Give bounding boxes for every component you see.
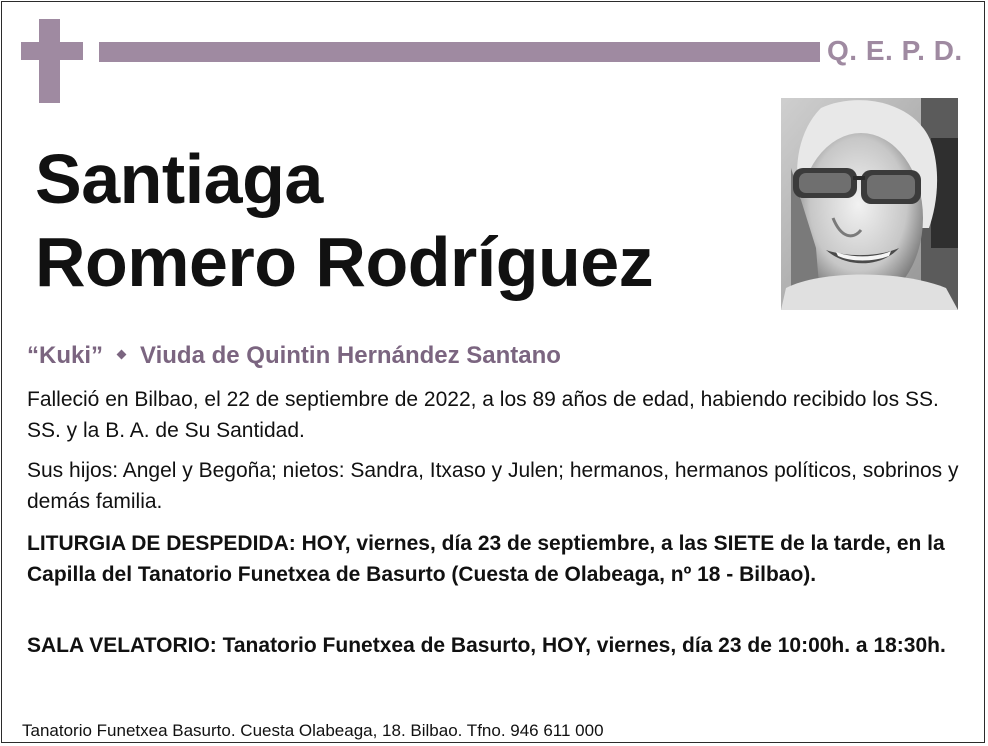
footer-contact: Tanatorio Funetxea Basurto. Cuesta Olabeaga, 18. Bilbao. Tfno. 946 611 000: [22, 721, 604, 740]
cross-icon-bar: [21, 42, 83, 60]
deceased-name: [35, 138, 765, 304]
widow-relation: Viuda de Quintin Hernández Santano: [140, 342, 561, 369]
diamond-icon: [117, 350, 127, 360]
obituary-card: [1, 1, 985, 743]
nickname: “Kuki”: [27, 342, 104, 369]
deceased-surnames: Romero Rodríguez: [35, 223, 654, 301]
wake-room-text: SALA VELATORIO: Tanatorio Funetxea de Basurto, HOY, viernes, día 23 de 10:00h. a 18:30h.: [27, 634, 946, 657]
qepd-label: Q. E. P. D.: [827, 35, 963, 66]
header-band: [99, 42, 820, 62]
deceased-first-name: Santiaga: [35, 140, 323, 218]
liturgy-text: LITURGIA DE DESPEDIDA: HOY, viernes, día 23 de septiembre, a las SIETE de la tarde, en la Capilla del Tanatorio Funetxea de Basurto (Cuesta de Olabeaga, nº 18 - Bilbao).: [27, 532, 945, 586]
subtitle-line: [27, 341, 727, 371]
cross-icon: [39, 19, 60, 103]
death-notice-text: Falleció en Bilbao, el 22 de septiembre de 2022, a los 89 años de edad, habiendo recibido los SS. SS. y la B. A. de Su Santidad.: [27, 388, 939, 442]
family-text: Sus hijos: Angel y Begoña; nietos: Sandra, Itxaso y Julen; hermanos, hermanos políticos, sobrinos y demás familia.: [27, 459, 959, 513]
deceased-portrait-photo: [781, 98, 958, 310]
